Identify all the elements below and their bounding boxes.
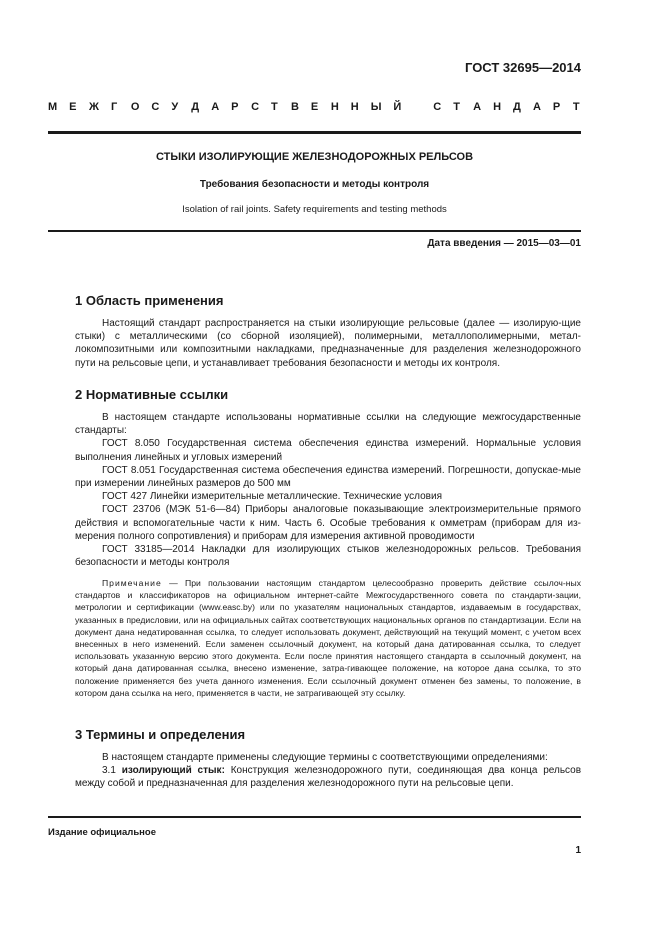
banner-letter: У — [171, 101, 179, 113]
banner-letter — [413, 101, 421, 113]
banner-letter: А — [473, 101, 482, 113]
banner-letter: Н — [330, 101, 339, 113]
section-2-intro: В настоящем стандарте использованы нормативные ссылки на следующие межгосударственные стандарты: — [75, 412, 581, 437]
reference-item: ГОСТ 23706 (МЭК 51-6—84) Приборы аналоговые показывающие электроизмерительные прямого действия и вспомогательные части к ним. Часть 6. Особые требования к омметрам (приборам для из-мерения полного сопротивления) и приборам для измерения активной проводимости — [75, 504, 581, 542]
interstate-standard-banner — [48, 101, 581, 113]
section-3-heading: 3 Термины и определения — [75, 727, 246, 742]
note-text: — При пользовании настоящим стандартом целесообразно проверить действие ссылоч-ных стандартов и классификаторов на официальном интернет-сайте Межгосударственного совета по стандарти-зации, метрологии и сертификации (www.easc.by) или по указателям национальных стандартов, издаваемым в государствах, указанных в предисловии, или на официальных сайтах соответствующих национальных органов по стандартизации. Если на документ дана недатированная ссылка, то следует использовать документ, действующий на текущий момент, с учетом всех внесенных в него изменений. Если заменен ссылочный документ, на который дана датированная ссылка, то следует использовать указанную версию этого документа. Если после принятия настоящего стандарта в ссылочный документ, на который дана датированная ссылка, внесено изменение, затра-гивающее положение, на которое дана ссылка, то это положение применяется без учета данного изменения. Если ссылочный документ отменен без замены, то положение, в котором дана ссылка на него, применяется в части, не затрагивающей эту ссылку. — [75, 578, 581, 698]
term-definition — [75, 764, 581, 790]
banner-letter: Е — [310, 101, 319, 113]
term-number: 3.1 — [102, 765, 122, 777]
header-rule — [48, 131, 581, 134]
banner-letter: Г — [110, 101, 118, 113]
note-label: Примечание — [102, 578, 162, 588]
banner-letter: Р — [552, 101, 561, 113]
banner-letter: А — [532, 101, 541, 113]
banner-letter: Т — [453, 101, 460, 113]
reference-item: ГОСТ 33185—2014 Накладки для изолирующих стыков железнодорожных рельсов. Требования безопасности и методы контроля — [75, 544, 581, 569]
banner-letter: Е — [69, 101, 77, 113]
banner-letter: В — [290, 101, 299, 113]
banner-letter: Ж — [89, 101, 99, 113]
banner-letter: Й — [393, 101, 402, 113]
section-2-text — [75, 411, 581, 569]
banner-letter: Н — [493, 101, 502, 113]
banner-letter: Н — [350, 101, 359, 113]
banner-letter: Р — [231, 101, 239, 113]
section-1-paragraph: Настоящий стандарт распространяется на стыки изолирующие рельсовые (далее — изолирую-щие стыки) с металлическими (со сборной изоляцией), полимерными, металлополимерными, метал-локомпозитными или композитными накладками, предназначенные для разделения железнодорожного пути на рельсовые цепи, и устанавливает требования безопасности и методы их контроля. — [75, 318, 581, 369]
term-name: изолирующий стык: — [121, 765, 225, 777]
reference-item: ГОСТ 8.051 Государственная система обеспечения единства измерений. Погрешности, допускае-мые при измерении линейных размеров до 500 мм — [75, 464, 581, 490]
standard-number: ГОСТ 32695—2014 — [465, 60, 581, 75]
banner-letter: Т — [572, 101, 580, 113]
banner-letter: Ы — [370, 101, 382, 113]
banner-letter: С — [151, 101, 160, 113]
section-1-heading: 1 Область применения — [75, 293, 224, 308]
banner-letter: С — [251, 101, 260, 113]
title-rule — [48, 230, 581, 232]
section-3-intro: В настоящем стандарте применены следующие термины с соответствующими определениями: — [102, 752, 548, 763]
english-title: Isolation of rail joints. Safety requirements and testing methods — [182, 204, 447, 215]
reference-item: ГОСТ 8.050 Государственная система обеспечения единства измерений. Нормальные условия выполнения линейных и угловых измерений — [75, 438, 581, 463]
document-title: СТЫКИ ИЗОЛИРУЮЩИЕ ЖЕЛЕЗНОДОРОЖНЫХ РЕЛЬСОВ — [155, 151, 474, 163]
introduction-date: Дата введения — 2015—03—01 — [427, 238, 581, 249]
section-1-text — [75, 317, 581, 370]
banner-letter: О — [130, 101, 140, 113]
reference-item: ГОСТ 427 Линейки измерительные металлические. Технические условия — [102, 491, 442, 503]
section-3-text — [75, 751, 581, 791]
banner-letter: М — [48, 101, 58, 113]
banner-letter: Т — [271, 101, 278, 113]
document-subtitle: Требования безопасности и методы контроля — [199, 179, 430, 190]
official-edition-label: Издание официальное — [48, 827, 156, 838]
banner-letter: С — [433, 101, 442, 113]
footer-rule — [48, 816, 581, 818]
banner-letter: Д — [191, 101, 200, 113]
banner-letter: Д — [513, 101, 521, 113]
section-2-heading: 2 Нормативные ссылки — [75, 387, 229, 402]
banner-letter: А — [211, 101, 220, 113]
section-2-note — [75, 577, 581, 699]
page-number: 1 — [575, 845, 581, 856]
term-text: Конструкция железнодорожного пути, соединяющая два конца рельсов между собой и предназначенная для разделения железнодорожного пути на рельсовые цепи. — [75, 765, 582, 790]
